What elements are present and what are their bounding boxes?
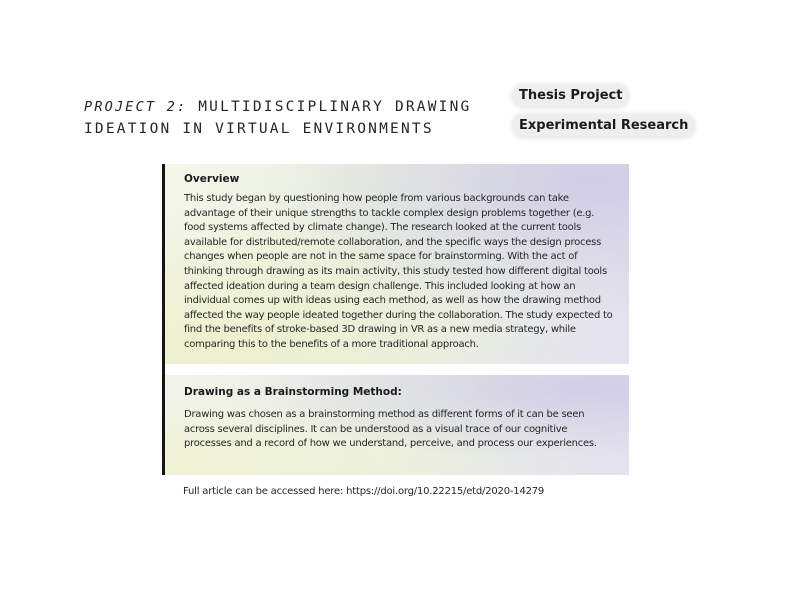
tag-thesis-project: Thesis Project (512, 84, 629, 108)
article-access-label: Full article can be accessed here: (183, 486, 347, 497)
tag-experimental-research: Experimental Research (512, 114, 695, 138)
drawing-method-text: Drawing was chosen as a brainstorming method as different forms of it can be seen across several disciplines. It can be understood as a visual trace of our cognitive processes and a record of how we understand, perceive, and process our experiences. (184, 409, 597, 450)
overview-heading: Overview (184, 173, 240, 185)
project-title-line-1-text: MULTIDISCIPLINARY DRAWING (187, 99, 472, 115)
overview-card (165, 164, 629, 364)
drawing-method-heading: Drawing as a Brainstorming Method: (184, 386, 402, 398)
project-title-line-2: IDEATION IN VIRTUAL ENVIRONMENTS (84, 121, 434, 137)
project-description (162, 164, 629, 475)
overview-text: This study began by questioning how people from various backgrounds can take advantage of their unique strengths to tackle complex design problems together (e.g. food systems affected by climate change). The research looked at the current tools available for distributed/remote collaboration, and the specific ways the design process changes when people are not in the same space for brainstorming. With the act of thinking through drawing as its main activity, this study tested how different digital tools affected ideation during a team design challenge. This included looking at how an individual comes up with ideas using each method, as well as how the drawing method affected the way people ideated together during the collaboration. The study expected to find the benefits of stroke-based 3D drawing in VR as a new media strategy, while comparing this to the benefits of a more traditional approach. (184, 193, 613, 350)
article-doi-link[interactable]: https://doi.org/10.22215/etd/2020-14279 (346, 486, 545, 497)
project-number: PROJECT 2: (84, 99, 188, 115)
drawing-method-card (165, 375, 629, 475)
project-title-line-1 (84, 96, 504, 118)
project-title (84, 96, 504, 140)
article-access-note (183, 485, 544, 499)
